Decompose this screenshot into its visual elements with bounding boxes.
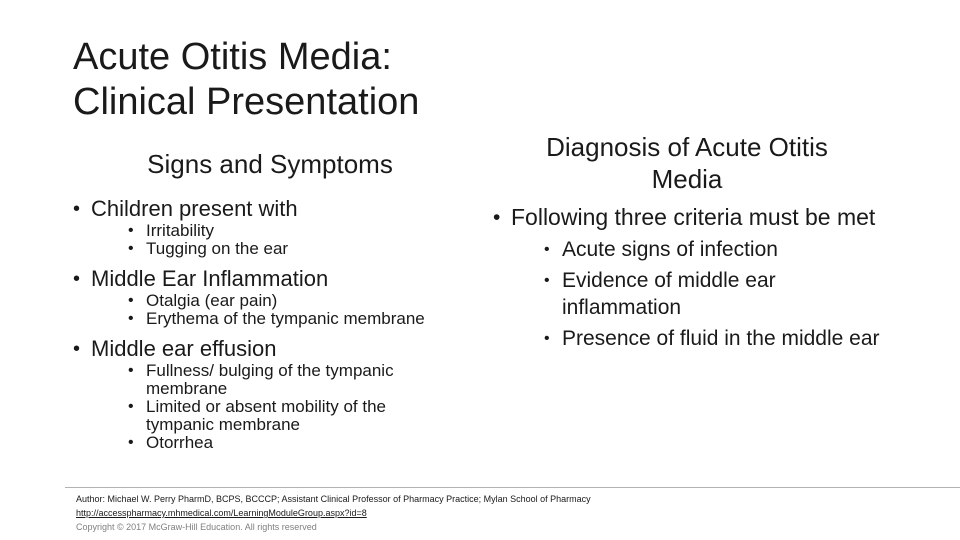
bullet-text: Middle ear effusion xyxy=(91,336,277,361)
sub-list-item: • Otorrhea xyxy=(128,434,428,452)
footer-divider xyxy=(65,487,960,488)
sub-list-item: • Presence of fluid in the middle ear xyxy=(544,325,923,352)
sub-list xyxy=(544,236,923,352)
signs-and-symptoms-list xyxy=(73,196,473,460)
diagnosis-heading: Diagnosis of Acute Otitis Media xyxy=(546,132,828,194)
signs-and-symptoms-heading: Signs and Symptoms xyxy=(147,149,393,179)
sub-list-item: • Fullness/ bulging of the tympanic membrane xyxy=(128,362,428,398)
sub-list-item: • Erythema of the tympanic membrane xyxy=(128,310,473,328)
title-line-1: Acute Otitis Media: xyxy=(73,36,392,78)
sub-list-item: • Otalgia (ear pain) xyxy=(128,292,473,310)
sub-list-item: • Evidence of middle ear inflammation xyxy=(544,267,852,321)
sub-list xyxy=(128,222,473,258)
copyright-notice: Copyright © 2017 McGraw-Hill Education. All rights reserved xyxy=(76,522,317,532)
bullet-text: Children present with xyxy=(91,196,298,221)
bullet-text: Following three criteria must be met xyxy=(511,204,876,230)
list-item xyxy=(73,336,473,452)
sub-list xyxy=(128,362,428,452)
title-line-2: Clinical Presentation xyxy=(73,81,420,123)
list-item xyxy=(73,266,473,328)
sub-list-item: • Limited or absent mobility of the tympanic membrane xyxy=(128,398,428,434)
sub-list-item: • Acute signs of infection xyxy=(544,236,923,263)
slide-title xyxy=(73,35,419,125)
footer-author: Author: Michael W. Perry PharmD, BCPS, BCCCP; Assistant Clinical Professor of Pharmacy Practice; Mylan School of Pharmacy xyxy=(76,494,591,504)
source-link[interactable]: http://accesspharmacy.mhmedical.com/LearningModuleGroup.aspx?id=8 xyxy=(76,508,367,518)
sub-list-item: • Tugging on the ear xyxy=(128,240,473,258)
list-item xyxy=(493,202,923,352)
sub-list xyxy=(128,292,473,328)
bullet-text: Middle Ear Inflammation xyxy=(91,266,329,291)
list-item xyxy=(73,196,473,258)
sub-list-item: • Irritability xyxy=(128,222,473,240)
diagnosis-list xyxy=(493,202,923,352)
